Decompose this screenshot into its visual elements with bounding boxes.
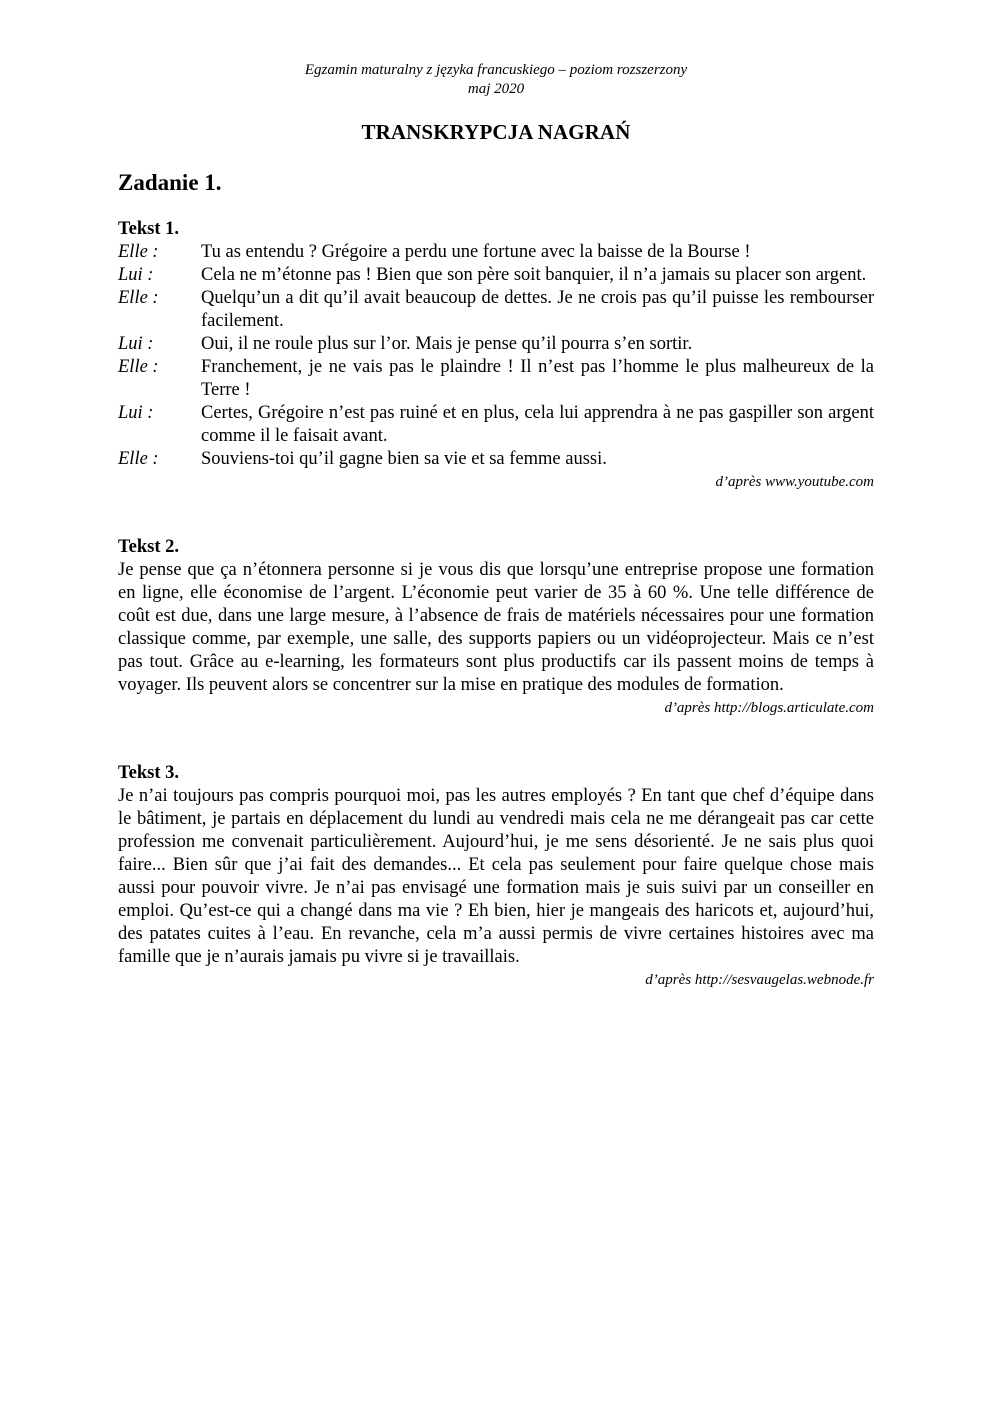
speaker-label: Elle : bbox=[118, 449, 159, 469]
speaker-label: Elle : bbox=[118, 288, 159, 308]
dialogue-line bbox=[118, 356, 874, 402]
text3-section bbox=[118, 762, 874, 990]
text2-source: d’après http://blogs.articulate.com bbox=[664, 700, 874, 716]
utterance-text: Oui, il ne roule plus sur l’or. Mais je pense qu’il pourra s’en sortir. bbox=[201, 334, 693, 354]
text3-body: Je n’ai toujours pas compris pourquoi moi, pas les autres employés ? En tant que chef d’équipe dans le bâtiment, je partais en déplacement du lundi au vendredi mais cela ne me dérangeait pas car cette profession me convenait particulièrement. Aujourd’hui, je me sens désorienté. Je ne sais plus quoi faire... Bien sûr que j’ai fait des demandes... Et cela pas seulement pour faire quelque chose mais aussi pour pouvoir vivre. Je n’ai pas envisagé une formation mais je suis suivi par un conseiller en emploi. Qu’est-ce qui a changé dans ma vie ? Eh bien, hier je mangeais des haricots et, aujourd’hui, des patates cuites à l’eau. En revanche, cela m’a aussi permis de vivre certaines histoires avec ma famille que je n’aurais jamais pu vivre si je travaillais. bbox=[118, 786, 874, 967]
text2-section bbox=[118, 536, 874, 718]
text3-source: d’après http://sesvaugelas.webnode.fr bbox=[645, 972, 874, 988]
speaker-label: Lui : bbox=[118, 403, 154, 423]
text2-body: Je pense que ça n’étonnera personne si je vous dis que lorsqu’une entreprise propose une formation en ligne, elle économise de l’argent. L’économie peut varier de 35 à 60 %. Une telle différence de coût est due, dans une large mesure, à l’absence de frais de matériels nécessaires pour une formation classique comme, par exemple, une salle, des supports papiers ou un vidéoprojecteur. Mais ce n’est pas tout. Grâce au e-learning, les formateurs sont plus productifs car ils passent moins de temps à voyager. Ils peuvent alors se concentrer sur la mise en pratique des modules de formation. bbox=[118, 560, 874, 695]
dialogue-line bbox=[118, 448, 874, 471]
document-title: TRANSKRYPCJA NAGRAŃ bbox=[361, 120, 631, 144]
speaker-label: Elle : bbox=[118, 242, 159, 262]
utterance-text: Certes, Grégoire n’est pas ruiné et en plus, cela lui apprendra à ne pas gaspiller son argent comme il le faisait avant. bbox=[201, 403, 874, 446]
utterance-text: Tu as entendu ? Grégoire a perdu une fortune avec la baisse de la Bourse ! bbox=[201, 242, 751, 262]
utterance-text: Cela ne m’étonne pas ! Bien que son père soit banquier, il n’a jamais su placer son argent. bbox=[201, 265, 867, 285]
page-header bbox=[118, 61, 874, 99]
dialogue-line bbox=[118, 241, 874, 264]
text1-source: d’après www.youtube.com bbox=[715, 474, 874, 490]
text3-heading: Tekst 3. bbox=[118, 763, 180, 783]
speaker-label: Lui : bbox=[118, 334, 154, 354]
dialogue-line bbox=[118, 333, 874, 356]
dialogue-line bbox=[118, 264, 874, 287]
speaker-label: Lui : bbox=[118, 265, 154, 285]
speaker-label: Elle : bbox=[118, 357, 159, 377]
text1-section bbox=[118, 218, 874, 492]
text2-heading: Tekst 2. bbox=[118, 537, 180, 557]
utterance-text: Quelqu’un a dit qu’il avait beaucoup de dettes. Je ne crois pas qu’il puisse les rembourser facilement. bbox=[201, 288, 874, 331]
header-exam-name: Egzamin maturalny z języka francuskiego – poziom rozszerzony bbox=[304, 62, 688, 78]
utterance-text: Franchement, je ne vais pas le plaindre ! Il n’est pas l’homme le plus malheureux de la Terre ! bbox=[201, 357, 874, 400]
text1-heading: Tekst 1. bbox=[118, 219, 180, 239]
utterance-text: Souviens-toi qu’il gagne bien sa vie et sa femme aussi. bbox=[201, 449, 607, 469]
task-title: Zadanie 1. bbox=[118, 170, 222, 195]
header-exam-date: maj 2020 bbox=[467, 81, 525, 97]
dialogue-line bbox=[118, 287, 874, 333]
text1-dialogue bbox=[118, 241, 874, 471]
dialogue-line bbox=[118, 402, 874, 448]
